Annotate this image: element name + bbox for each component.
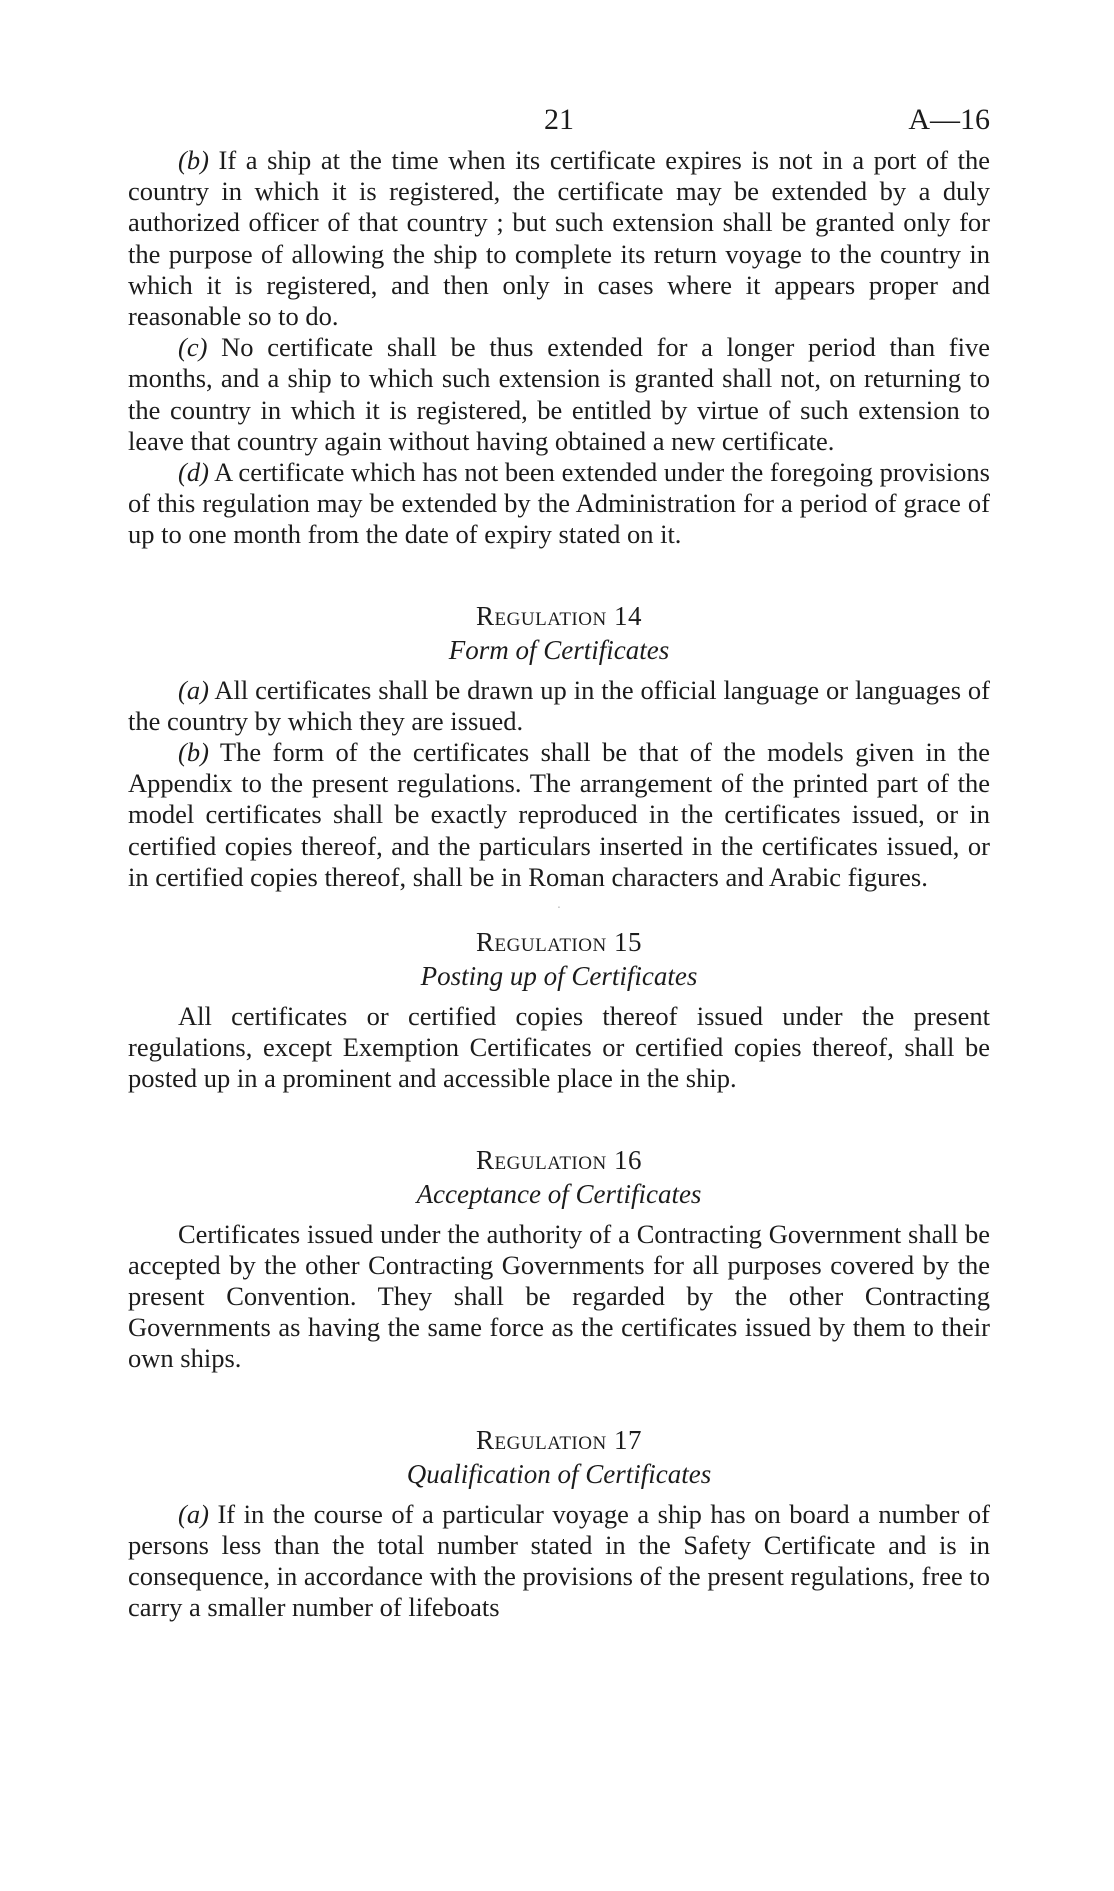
paragraph-label: (b) bbox=[178, 737, 209, 768]
regulation-16-subtitle: Acceptance of Certificates bbox=[416, 1178, 702, 1209]
regulation-16-section bbox=[128, 1143, 990, 1375]
regulation-17-heading: Regulation 17 bbox=[476, 1424, 642, 1455]
page-number: 21 bbox=[544, 103, 574, 136]
regulation-14-heading: Regulation 14 bbox=[476, 600, 642, 631]
paragraph-b-extension bbox=[128, 145, 990, 332]
regulation-14-paragraph-b bbox=[128, 737, 990, 893]
regulation-16-paragraph bbox=[128, 1219, 990, 1375]
paragraph-text: A certificate which has not been extended under the foregoing provisions of this regulation may be extended by the Administration for a period of grace of up to one month from the date of expiry stated on it. bbox=[128, 457, 990, 550]
regulation-14-paragraph-a bbox=[128, 675, 990, 737]
regulation-15-heading: Regulation 15 bbox=[476, 927, 642, 958]
regulation-17-section bbox=[128, 1423, 990, 1624]
paragraph-text: No certificate shall be thus extended for a longer period than five months, and a ship to which such extension is granted shall not, on returning to the country in which it is registered, be entitled by virtue of such extension to leave that country again without having obtained a new certificate. bbox=[128, 332, 990, 456]
document-code: A—16 bbox=[908, 103, 990, 136]
paragraph-text: All certificates shall be drawn up in the official language or languages of the country by which they are issued. bbox=[128, 674, 990, 736]
page-header bbox=[128, 95, 990, 145]
paragraph-text: The form of the certificates shall be that of the models given in the Appendix to the present regulations. The arrangement of the printed part of the model certificates shall be exactly reproduced in the certificates issued, or in certified copies thereof, and the particulars inserted in the certificates issued, or in certified copies thereof, shall be in Roman characters and Arabic figures. bbox=[128, 737, 990, 892]
paragraph-label: (a) bbox=[178, 674, 209, 705]
regulation-14-subtitle: Form of Certificates bbox=[448, 634, 670, 665]
paragraph-label: (d) bbox=[178, 457, 209, 488]
paragraph-text: If a ship at the time when its certificate expires is not in a port of the country in which it is registered, the certificate may be extended by a duly authorized officer of that country ; but such extension shall be granted only for the purpose of allowing the ship to complete its return voyage to the country in which it is registered, and then only in cases where it appears proper and reasonable so to do. bbox=[128, 145, 990, 332]
paragraph-label: (b) bbox=[178, 145, 209, 175]
regulation-15-section bbox=[128, 925, 990, 1095]
document-page bbox=[128, 95, 990, 1624]
paragraph-text: All certificates or certified copies thereof issued under the present regulations, except Exemption Certificates or certified copies thereof, shall be posted up in a prominent and accessible place in the ship. bbox=[128, 1001, 990, 1094]
regulation-17-paragraph-a bbox=[128, 1499, 990, 1624]
paragraph-text: If in the course of a particular voyage a ship has on board a number of persons less than the total number stated in the Safety Certificate and is in consequence, in accordance with the provisions of the present regulations, free to carry a smaller number of lifeboats bbox=[128, 1498, 990, 1623]
paragraph-c-extension-limit bbox=[128, 332, 990, 457]
regulation-14-section bbox=[128, 599, 990, 893]
regulation-17-subtitle: Qualification of Certificates bbox=[406, 1458, 712, 1489]
regulation-16-heading: Regulation 16 bbox=[476, 1144, 642, 1175]
paragraph-d-grace-period bbox=[128, 457, 990, 551]
page-speck: · bbox=[556, 901, 562, 917]
regulation-15-subtitle: Posting up of Certificates bbox=[420, 961, 698, 992]
paragraph-label: (a) bbox=[178, 1498, 209, 1529]
regulation-15-paragraph bbox=[128, 1001, 990, 1095]
paragraph-text: Certificates issued under the authority of a Contracting Government shall be accepted by the other Contracting Governments for all purposes covered by the present Convention. They shall be regarded by the other Contracting Governments as having the same force as the certificates issued by them to their own ships. bbox=[128, 1218, 990, 1374]
paragraph-label: (c) bbox=[178, 332, 208, 363]
